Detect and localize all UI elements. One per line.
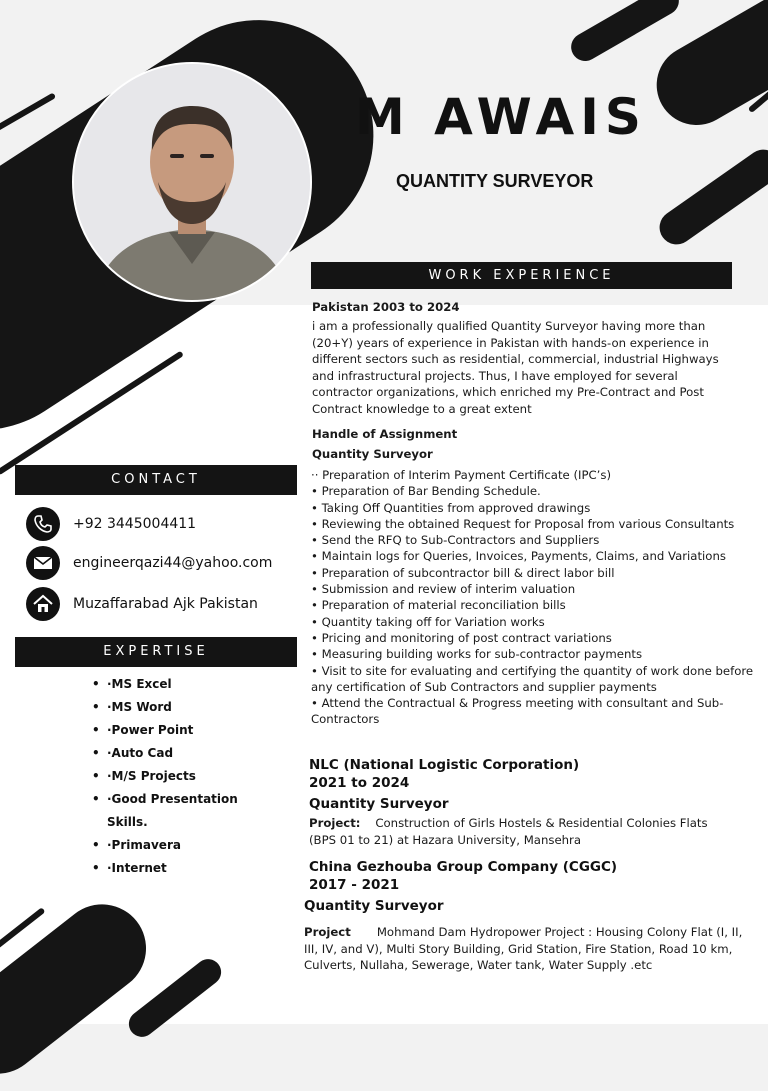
job-role: Quantity Surveyor — [304, 898, 444, 914]
contact-phone — [26, 507, 196, 541]
job-role: Quantity Surveyor — [309, 796, 449, 812]
expertise-item: • ·Power Point — [92, 719, 292, 742]
home-icon — [26, 587, 60, 621]
duty-item: • Taking Off Quantities from approved drawings — [311, 500, 591, 515]
job-years: 2021 to 2024 — [309, 775, 410, 791]
expertise-item: • ·Auto Cad — [92, 742, 292, 765]
duty-item: ·· Preparation of Interim Payment Certificate (IPC’s) — [311, 468, 612, 482]
expertise-list — [92, 673, 292, 880]
contact-address — [26, 587, 258, 621]
duty-item: • Visit to site for evaluating and certifying the quantity of work done before any certification of Sub Contractors and supplier payments — [311, 663, 754, 694]
assignment-role: Quantity Surveyor — [312, 447, 433, 461]
contact-email — [26, 546, 272, 580]
expertise-item: • ·Internet — [92, 857, 292, 880]
expertise-item: • ·M/S Projects — [92, 765, 292, 788]
duty-item: • Preparation of Bar Bending Schedule. — [311, 484, 541, 499]
decor-right-pill-mid — [653, 143, 768, 251]
avatar — [74, 64, 310, 300]
job-project — [304, 924, 749, 974]
project-label: Project: — [309, 816, 361, 830]
duty-item: • Reviewing the obtained Request for Proposal from various Consultants — [311, 516, 735, 531]
expertise-heading: EXPERTISE — [15, 637, 297, 667]
job-title: QUANTITY SURVEYOR — [396, 171, 594, 191]
duty-item: • Send the RFQ to Sub-Contractors and Suppliers — [311, 533, 600, 548]
profile-photo — [72, 62, 312, 302]
duty-item: • Maintain logs for Queries, Invoices, Payments, Claims, and Variations — [311, 549, 726, 564]
project-text: Mohmand Dam Hydropower Project : Housing Colony Flat (I, II, III, IV, and V), Multi Story Building, Grid Station, Fire Station, Road 10 km, Culverts, Nullaha, Sewerage, Water tank, Water Supply .etc — [304, 925, 743, 972]
address-text: Muzaffarabad Ajk Pakistan — [73, 596, 258, 612]
summary-heading: Pakistan 2003 to 2024 — [312, 300, 460, 314]
mail-icon — [26, 546, 60, 580]
work-experience-heading: WORK EXPERIENCE — [311, 262, 732, 289]
project-label: Project — [304, 925, 351, 939]
duty-item: • Quantity taking off for Variation works — [311, 614, 545, 629]
summary-text: i am a professionally qualified Quantity Surveyor having more than (20+Y) years of experience in Pakistan with hands-on experience in different sectors such as residential, commercial, industrial Highways and infrastructural projects. Thus, I have employed for several contractor organizations, which enriched my Pre-Contract and Post Contract knowledge to a great extent — [312, 319, 719, 416]
phone-icon — [26, 507, 60, 541]
duty-item: • Preparation of material reconciliation bills — [311, 598, 566, 613]
decor-thin-line-top — [0, 92, 56, 137]
expertise-item: • ·Good Presentation Skills. — [92, 788, 247, 834]
job-company: China Gezhouba Group Company (CGGC) — [309, 859, 618, 875]
duty-item: • Submission and review of interim valuation — [311, 582, 576, 597]
expertise-item: • ·Primavera — [92, 834, 292, 857]
decor-top-right-pill-large — [642, 0, 768, 140]
job-company: NLC (National Logistic Corporation) — [309, 757, 580, 773]
decor-top-right-pill-small — [566, 0, 684, 66]
project-text: Construction of Girls Hostels & Residential Colonies Flats (BPS 01 to 21) at Hazara University, Mansehra — [309, 816, 708, 847]
duty-item: • Measuring building works for sub-contractor payments — [311, 647, 643, 662]
duty-item: • Attend the Contractual & Progress meeting with consultant and Sub-Contractors — [311, 696, 724, 727]
assignment-heading: Handle of Assignment — [312, 427, 458, 441]
duties-list — [311, 467, 756, 728]
email-address[interactable]: engineerqazi44@yahoo.com — [73, 555, 273, 571]
job-years: 2017 - 2021 — [309, 877, 400, 893]
contact-heading: CONTACT — [15, 465, 297, 495]
duty-item: • Preparation of subcontractor bill & direct labor bill — [311, 565, 615, 580]
job-project — [309, 815, 729, 848]
person-name: M AWAIS — [355, 88, 647, 146]
expertise-item: • ·MS Word — [92, 696, 292, 719]
duty-item: • Pricing and monitoring of post contract variations — [311, 630, 612, 645]
phone-number[interactable]: +92 3445004411 — [73, 516, 197, 532]
expertise-item: • ·MS Excel — [92, 673, 292, 696]
